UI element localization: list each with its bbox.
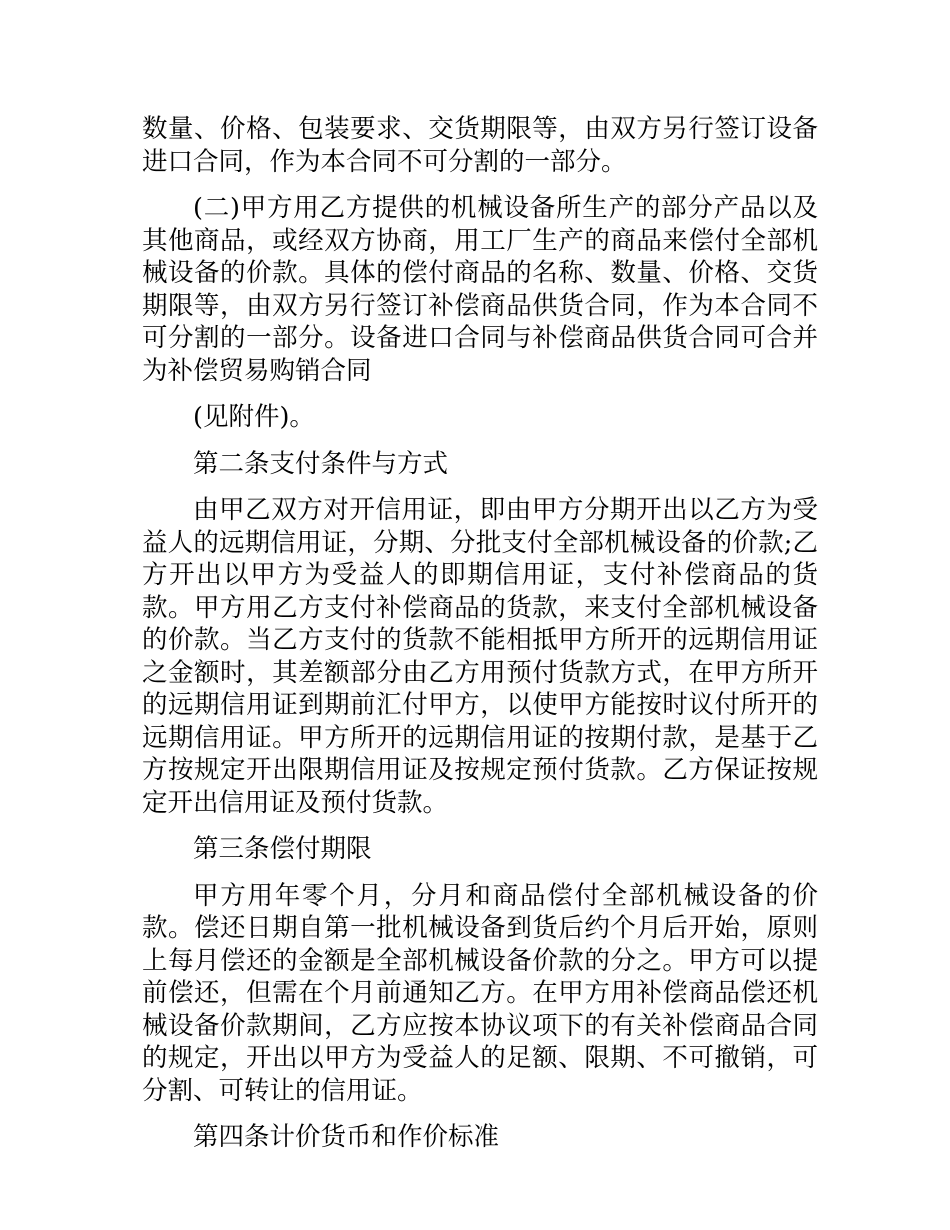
paragraph-clause-2: (二)甲方用乙方提供的机械设备所生产的部分产品以及其他商品，或经双方协商，用工厂生产的商品来偿付全部机械设备的价款。具体的偿付商品的名称、数量、价格、交货期限等，由双方另行签订补偿商品供货合同，作为本合同不可分割的一部分。设备进口合同与补偿商品供货合同可合并为补偿贸易购销合同 [142, 193, 818, 386]
document-page [142, 113, 818, 1168]
article-4-heading: 第四条计价货币和作价标准 [193, 1122, 500, 1152]
article-3-heading: 第三条偿付期限 [193, 834, 372, 864]
paragraph-continuation: 数量、价格、包装要求、交货期限等，由双方另行签订设备进口合同，作为本合同不可分割的一部分。 [142, 114, 818, 177]
article-2-heading: 第二条支付条件与方式 [193, 448, 449, 479]
paragraph-attachment-note: (见附件)。 [193, 402, 315, 432]
article-2-body: 由甲乙双方对开信用证，即由甲方分期开出以乙方为受益人的远期信用证，分期、分批支付全部机械设备的价款;乙方开出以甲方为受益人的即期信用证，支付补偿商品的货款。甲方用乙方支付补偿商品的货款，来支付全部机械设备的价款。当乙方支付的货款不能相抵甲方所开的远期信用证之金额时，其差额部分由乙方用预付货款方式，在甲方所开的远期信用证到期前汇付甲方，以使甲方能按时议付所开的远期信用证。甲方所开的远期信用证的按期付款，是基于乙方按规定开出限期信用证及按规定预付货款。乙方保证按规定开出信用证及预付货款。 [142, 495, 818, 818]
article-3-body: 甲方用年零个月，分月和商品偿付全部机械设备的价款。偿还日期自第一批机械设备到货后约个月后开始，原则上每月偿还的金额是全部机械设备价款的分之。甲方可以提前偿还，但需在个月前通知乙方。在甲方用补偿商品偿还机械设备价款期间，乙方应按本协议项下的有关补偿商品合同的规定，开出以甲方为受益人的足额、限期、不可撤销，可分割、可转让的信用证。 [142, 880, 818, 1106]
